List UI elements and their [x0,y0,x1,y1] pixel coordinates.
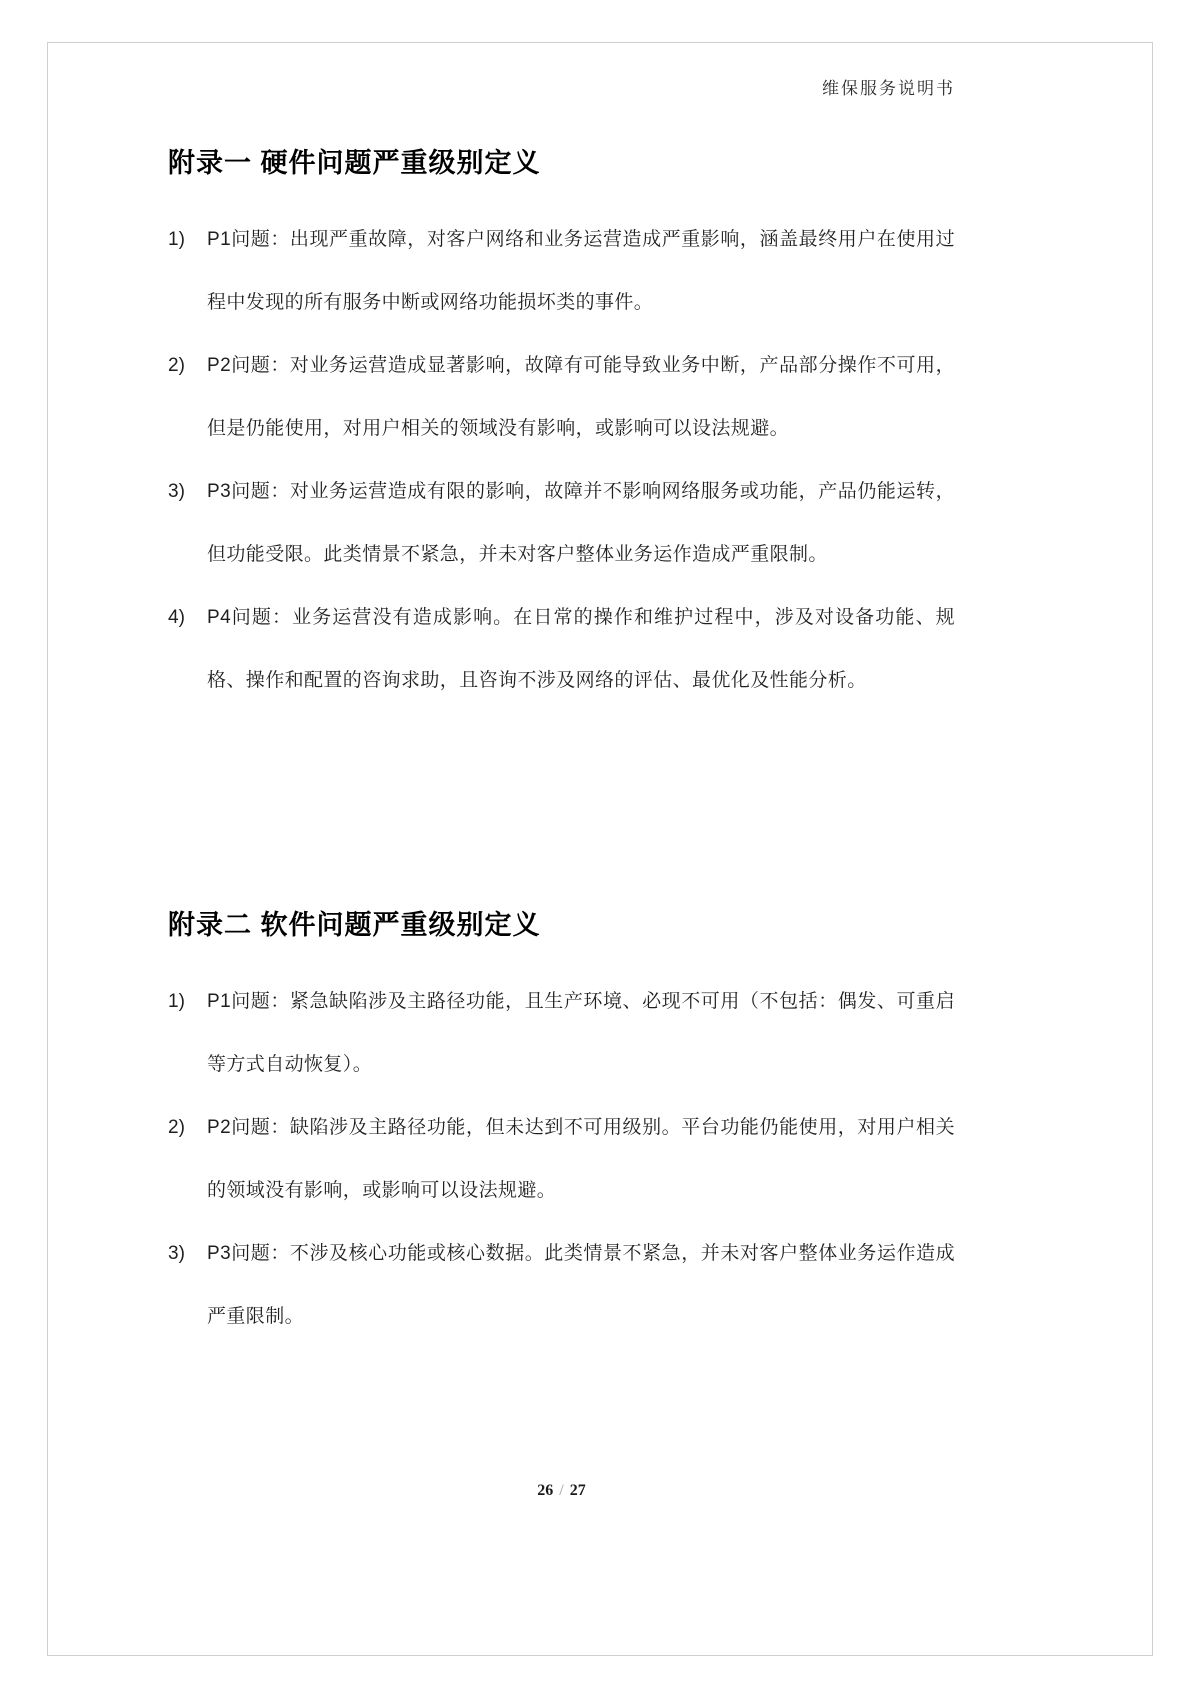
item-number: 3) [168,481,185,502]
section-1-list [168,208,955,712]
page-footer [168,1482,955,1500]
list-item [168,1222,955,1348]
page-number-separator: / [559,1482,564,1499]
page-number-current: 26 [537,1482,554,1499]
item-text: P2问题：对业务运营造成显著影响，故障有可能导致业务中断，产品部分操作不可用，但是仍能使用，对用户相关的领域没有影响，或影响可以设法规避。 [207,355,955,439]
list-item [168,1096,955,1222]
item-number: 4) [168,607,185,628]
page-number-total: 27 [569,1482,586,1499]
item-text: P4问题：业务运营没有造成影响。在日常的操作和维护过程中，涉及对设备功能、规格、操作和配置的咨询求助，且咨询不涉及网络的评估、最优化及性能分析。 [207,607,955,691]
item-text: P3问题：对业务运营造成有限的影响，故障并不影响网络服务或功能，产品仍能运转，但功能受限。此类情景不紧急，并未对客户整体业务运作造成严重限制。 [207,481,955,565]
list-item [168,334,955,460]
section-1-heading: 附录一 硬件问题严重级别定义 [168,148,541,178]
item-number: 2) [168,1117,185,1138]
item-number: 2) [168,355,185,376]
item-text: P2问题：缺陷涉及主路径功能，但未达到不可用级别。平台功能仍能使用，对用户相关的领域没有影响，或影响可以设法规避。 [207,1117,955,1201]
item-number: 1) [168,229,185,250]
page-header [168,78,955,100]
list-item [168,460,955,586]
item-text: P1问题：出现严重故障，对客户网络和业务运营造成严重影响，涵盖最终用户在使用过程中发现的所有服务中断或网络功能损坏类的事件。 [207,229,955,313]
page-content [168,146,955,1348]
list-item [168,208,955,334]
list-item [168,586,955,712]
list-item [168,970,955,1096]
item-number: 1) [168,991,185,1012]
item-text: P1问题：紧急缺陷涉及主路径功能，且生产环境、必现不可用（不包括：偶发、可重启等方式自动恢复）。 [207,991,955,1075]
section-2-list [168,970,955,1348]
section-2-heading: 附录二 软件问题严重级别定义 [168,910,541,940]
item-text: P3问题：不涉及核心功能或核心数据。此类情景不紧急，并未对客户整体业务运作造成严重限制。 [207,1243,955,1327]
header-title: 维保服务说明书 [822,79,955,98]
item-number: 3) [168,1243,185,1264]
